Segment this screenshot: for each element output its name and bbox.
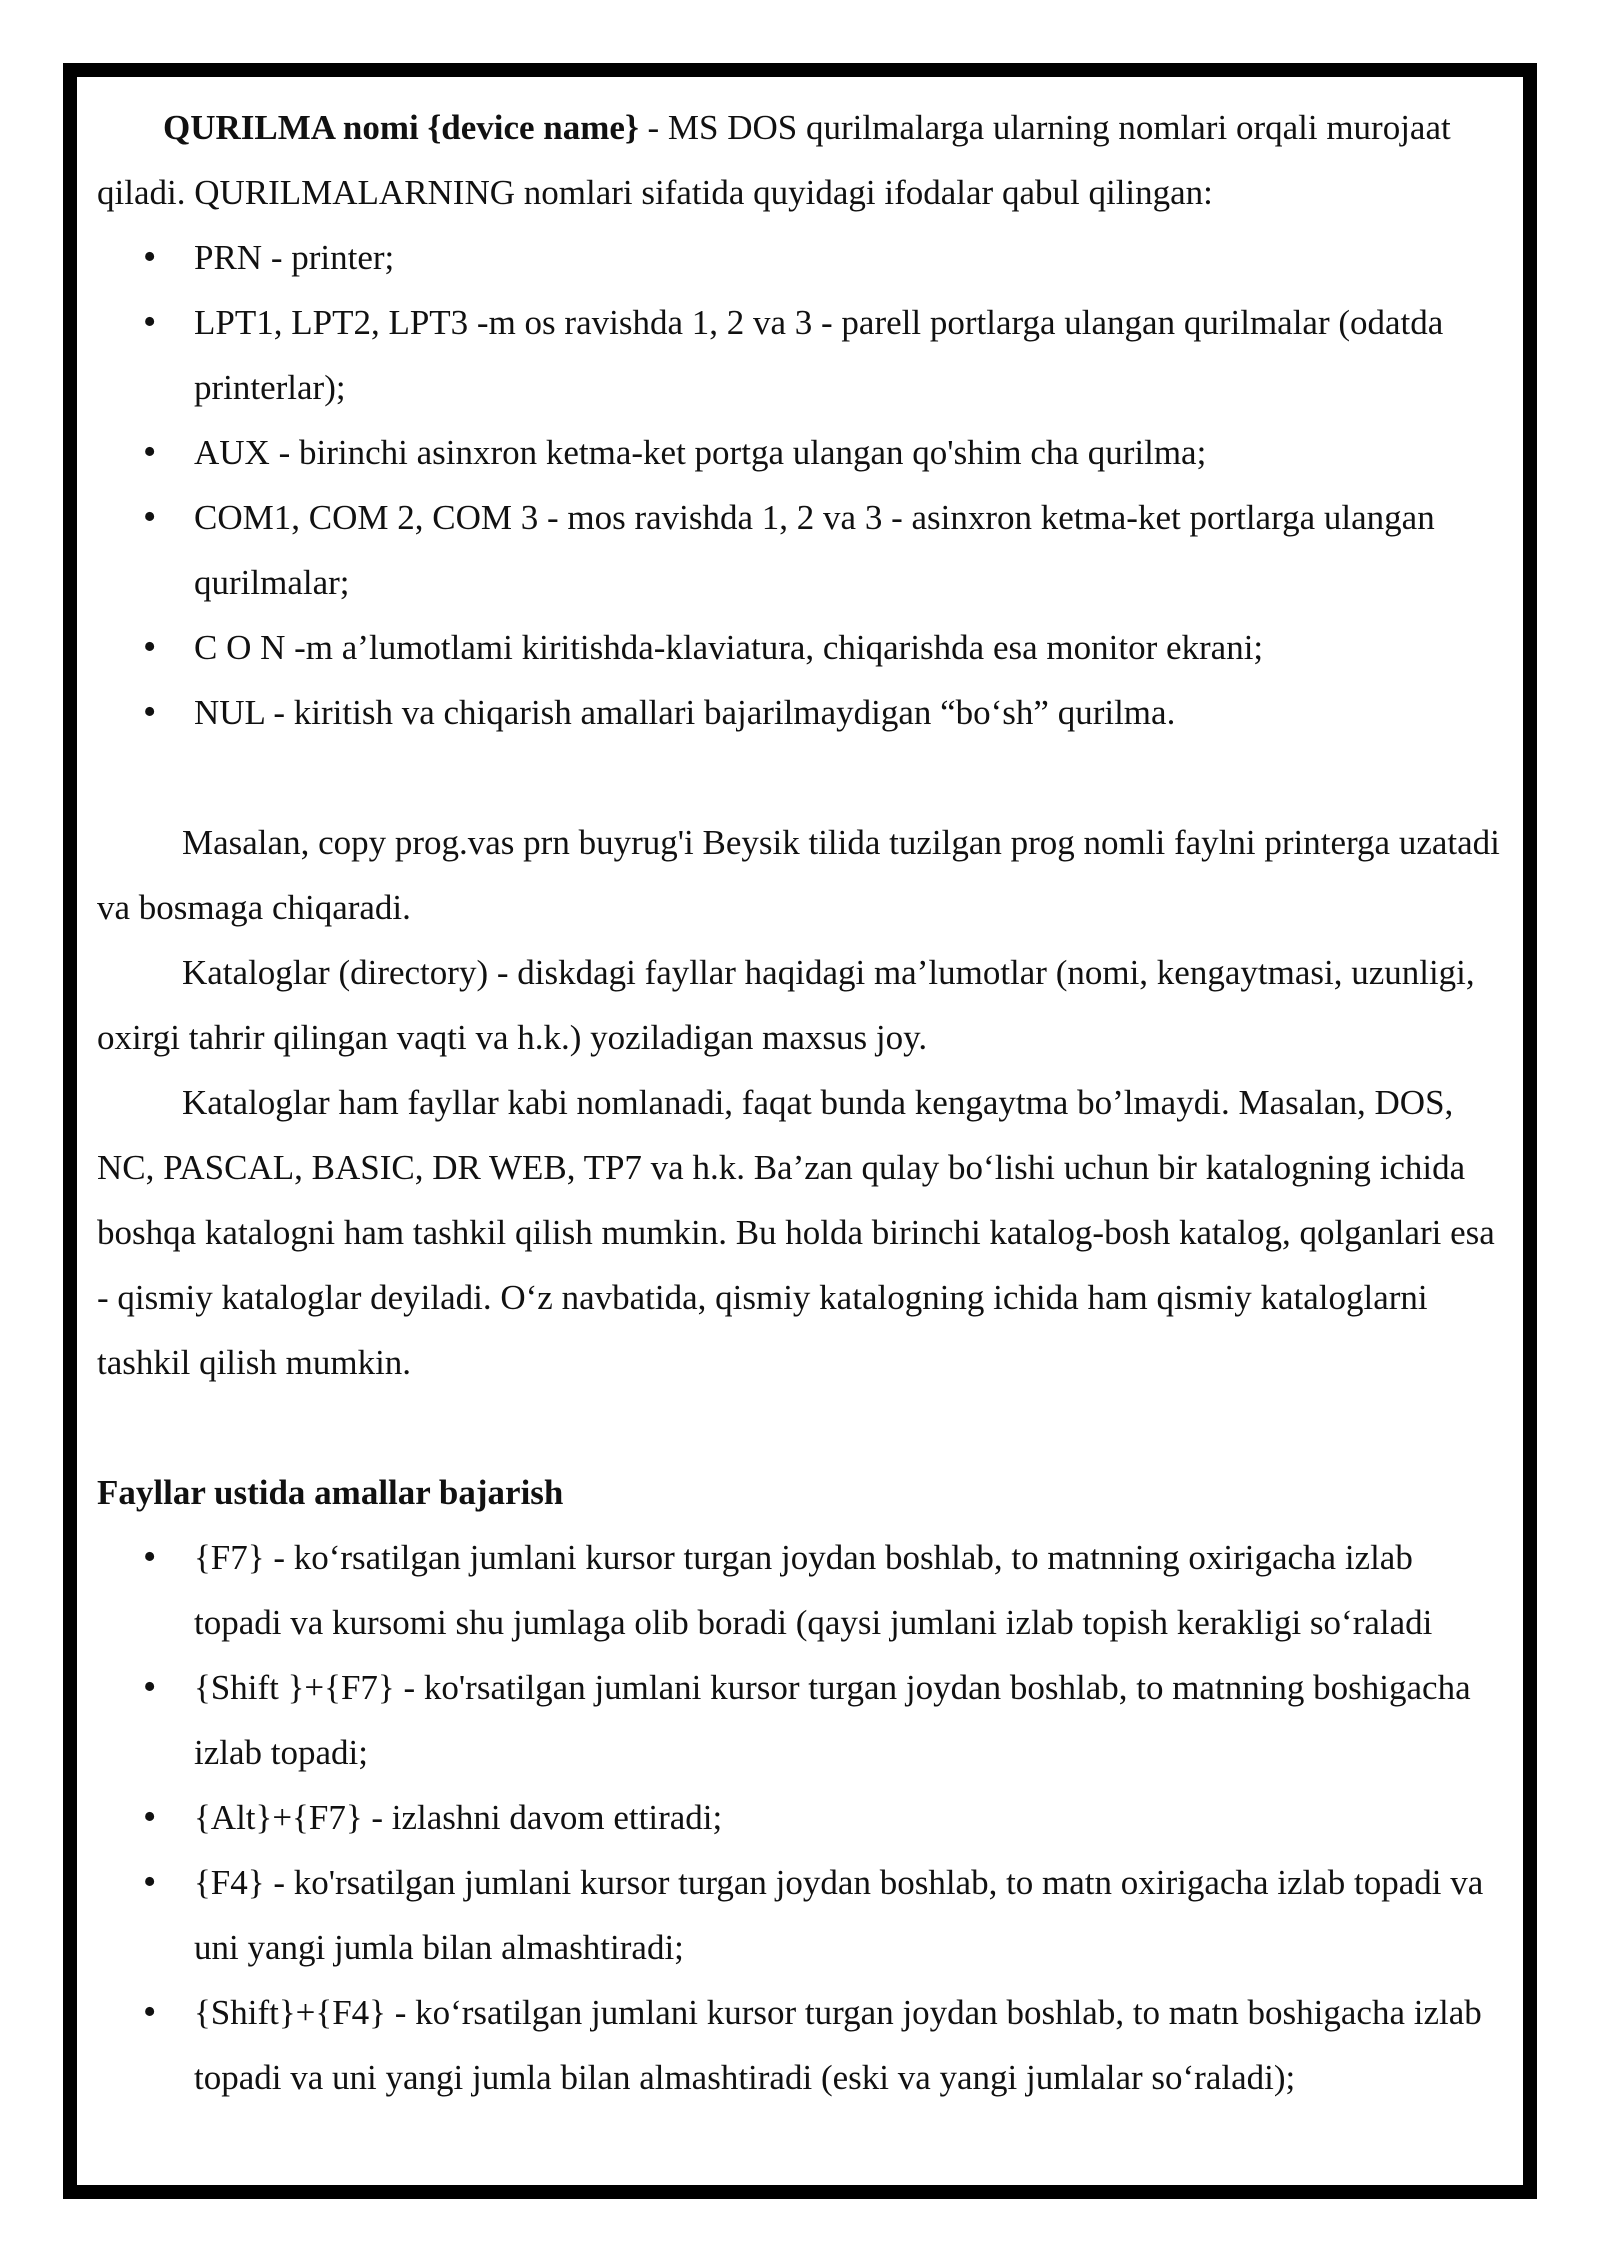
body-paragraph: Masalan, copy prog.vas prn buyrug'i Beysik tilida tuzilgan prog nomli faylni printerga uzatadi va bosmaga chiqaradi. <box>97 823 1500 927</box>
intro-text: - MS DOS qurilmalarga ularning nomlari orqali murojaat qiladi. QURILMALARNING nomlari sifatida quyidagi ifodalar qabul qilingan: <box>97 108 1451 212</box>
list-item: • PRN - printer; <box>97 225 1507 290</box>
section-heading <box>97 1460 1507 1525</box>
device-list <box>97 225 1507 745</box>
intro-paragraph <box>97 95 1507 225</box>
list-item: • {Shift}+{F4} - ko‘rsatilgan jumlani kursor turgan joydan boshlab, to matn boshigacha izlab topadi va uni yangi jumla bilan almashtiradi (eski va yangi jumlalar so‘raladi); <box>97 1980 1507 2110</box>
blank-line <box>97 1395 1507 1460</box>
body-paragraph: Kataloglar (directory) - diskdagi fayllar haqidagi ma’lumotlar (nomi, kengaytmasi, uzunligi, oxirgi tahrir qilingan vaqti va h.k.) yoziladigan maxsus joy. <box>97 953 1475 1057</box>
operations-list <box>97 1525 1507 2110</box>
section-heading-text: Fayllar ustida amallar bajarish <box>97 1473 564 1512</box>
list-item: • {F4} - ko'rsatilgan jumlani kursor turgan joydan boshlab, to matn oxirigacha izlab topadi va uni yangi jumla bilan almashtiradi; <box>97 1850 1507 1980</box>
body-paragraph: Kataloglar ham fayllar kabi nomlanadi, faqat bunda kengaytma bo’lmaydi. Masalan, DOS, NC, PASCAL, BASIC, DR WEB, TP7 va h.k. Ba’zan qulay bo‘lishi uchun bir katalogning ichida boshqa katalogni ham tashkil qilish mumkin. Bu holda birinchi katalog-bosh katalog, qolganlari esa - qismiy kataloglar deyiladi. O‘z navbatida, qismiy katalogning ichida ham qismiy kataloglarni tashkil qilish mumkin. <box>97 1083 1495 1382</box>
device-name-term: QURILMA nomi {device name} <box>163 108 639 147</box>
list-item: • LPT1, LPT2, LPT3 -m os ravishda 1, 2 va 3 - parell portlarga ulangan qurilmalar (odatda printerlar); <box>97 290 1507 420</box>
list-item: • {Shift }+{F7} - ko'rsatilgan jumlani kursor turgan joydan boshlab, to matnning boshigacha izlab topadi; <box>97 1655 1507 1785</box>
blank-line <box>97 745 1507 810</box>
list-item: • C O N -m a’lumotlami kiritishda-klaviatura, chiqarishda esa monitor ekrani; <box>97 615 1507 680</box>
list-item: • {F7} - ko‘rsatilgan jumlani kursor turgan joydan boshlab, to matnning oxirigacha izlab topadi va kursomi shu jumlaga olib boradi (qaysi jumlani izlab topish kerakligi so‘raladi <box>97 1525 1507 1655</box>
document-body <box>97 95 1507 2110</box>
list-item: • NUL - kiritish va chiqarish amallari bajarilmaydigan “bo‘sh” qurilma. <box>97 680 1507 745</box>
list-item: • {Alt}+{F7} - izlashni davom ettiradi; <box>97 1785 1507 1850</box>
list-item: • AUX - birinchi asinxron ketma-ket portga ulangan qo'shim cha qurilma; <box>97 420 1507 485</box>
list-item: • COM1, COM 2, COM 3 - mos ravishda 1, 2 va 3 - asinxron ketma-ket portlarga ulangan qurilmalar; <box>97 485 1507 615</box>
